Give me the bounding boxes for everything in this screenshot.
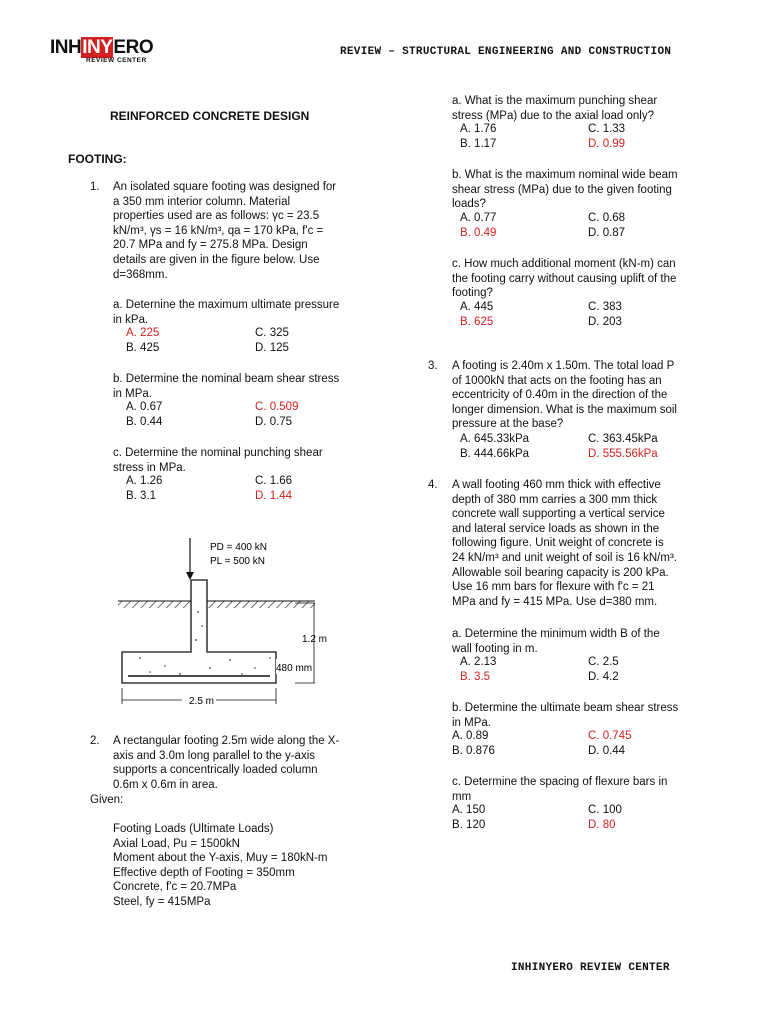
question-4a bbox=[452, 627, 660, 656]
given-line: Concrete, f'c = 20.7MPa bbox=[113, 881, 237, 894]
subquestion-text: footing? bbox=[452, 287, 493, 300]
text-line: 20.7 MPa and fy = 275.8 MPa. Design bbox=[113, 239, 308, 252]
text-line: A footing is 2.40m x 1.50m. The total load P bbox=[452, 360, 675, 372]
ground-right bbox=[207, 601, 315, 608]
depth-label: 1.2 m bbox=[302, 634, 328, 645]
option-c: C. 325 bbox=[255, 327, 289, 339]
subquestion-text: loads? bbox=[452, 198, 486, 211]
subquestion-text: shear stress (MPa) due to the given footing bbox=[452, 183, 672, 196]
subquestion-text: c. How much additional moment (kN-m) can bbox=[452, 258, 676, 270]
question-3-text bbox=[452, 359, 677, 432]
option-b: B. 3.5 bbox=[460, 671, 491, 683]
text-line: details are given in the figure below. Use bbox=[113, 253, 320, 266]
subquestion-text: a. What is the maximum punching shear bbox=[452, 95, 658, 107]
subquestion-text: the footing carry without causing uplift of the bbox=[452, 272, 677, 285]
subquestion-text: c. Determine the spacing of flexure bars in bbox=[452, 776, 668, 788]
text-line: d=368mm. bbox=[113, 268, 168, 281]
option-a: A. 150 bbox=[452, 804, 486, 816]
text-line: A rectangular footing 2.5m wide along the X- bbox=[113, 735, 340, 747]
logo-part-red: INY bbox=[82, 37, 113, 58]
given-line: Axial Load, Pu = 1500kN bbox=[113, 837, 240, 850]
option-c: C. 2.5 bbox=[588, 656, 619, 668]
given-line: Effective depth of Footing = 350mm bbox=[113, 866, 295, 879]
text-line: eccentricity of 0.40m in the direction of the bbox=[452, 389, 668, 402]
question-4-text bbox=[452, 478, 677, 609]
text-line: properties used are as follows: γc = 23.5 bbox=[113, 210, 320, 223]
width-label: 2.5 m bbox=[189, 696, 215, 707]
option-d: D. 0.99 bbox=[588, 138, 626, 150]
subquestion-text: in MPa. bbox=[452, 716, 491, 729]
subquestion-text: in kPa. bbox=[113, 313, 149, 326]
given-line: Footing Loads (Ultimate Loads) bbox=[113, 823, 274, 835]
question-2-text bbox=[113, 734, 363, 792]
text-line: of 1000kN that acts on the footing has an bbox=[452, 374, 662, 387]
logo-subtitle: REVIEW CENTER bbox=[86, 57, 147, 64]
subquestion-text: a. Determine the minimum width B of the bbox=[452, 628, 660, 640]
dead-load-label: PD = 400 kN bbox=[210, 542, 267, 553]
option-c: C. 363.45kPa bbox=[588, 433, 658, 445]
subquestion-text: mm bbox=[452, 790, 472, 803]
logo-part: ERO bbox=[113, 37, 154, 58]
question-4b bbox=[452, 701, 678, 730]
option-a: A. 0.67 bbox=[126, 401, 163, 413]
option-b: B. 120 bbox=[452, 819, 486, 831]
logo bbox=[50, 38, 176, 70]
option-c: C. 1.33 bbox=[588, 123, 626, 135]
footer-text: INHINYERO REVIEW CENTER bbox=[511, 962, 670, 974]
given-line: Steel, fy = 415MPa bbox=[113, 895, 211, 908]
option-b: B. 625 bbox=[460, 316, 494, 328]
question-1-text bbox=[113, 180, 336, 282]
option-b: B. 444.66kPa bbox=[460, 448, 530, 460]
option-c: C. 1.66 bbox=[255, 475, 293, 487]
option-a: A. 0.89 bbox=[452, 730, 489, 742]
text-line: kN/m³, γs = 16 kN/m³, qa = 170 kPa, f'c = bbox=[113, 224, 324, 237]
option-c: C. 0.745 bbox=[588, 730, 632, 742]
text-line: longer dimension. What is the maximum soil bbox=[452, 403, 677, 416]
subquestion-text: b. Determine the nominal beam shear stress bbox=[113, 373, 340, 385]
option-b: B. 0.49 bbox=[460, 227, 497, 239]
option-c: C. 100 bbox=[588, 804, 622, 816]
option-c: C. 383 bbox=[588, 301, 622, 313]
text-line: following figure. Unit weight of concrete is bbox=[452, 537, 664, 550]
text-line: pressure at the base? bbox=[452, 418, 564, 431]
text-line: Use 16 mm bars for flexure with f'c = 21 bbox=[452, 581, 655, 594]
option-a: A. 0.77 bbox=[460, 212, 497, 224]
option-a: A. 1.26 bbox=[126, 475, 163, 487]
question-2b bbox=[452, 168, 678, 212]
subquestion-text: b. Determine the ultimate beam shear stress bbox=[452, 702, 679, 714]
ground-left bbox=[118, 601, 191, 608]
option-c: C. 0.509 bbox=[255, 401, 299, 413]
text-line: supports a concentrically loaded column bbox=[113, 764, 318, 777]
option-a: A. 2.13 bbox=[460, 656, 497, 668]
option-d: D. 1.44 bbox=[255, 490, 293, 502]
text-line: depth of 380 mm carries a 300 mm thick bbox=[452, 493, 658, 506]
option-b: B. 3.1 bbox=[126, 490, 157, 502]
question-1c bbox=[113, 446, 323, 475]
option-b: B. 425 bbox=[126, 342, 160, 354]
text-line: axis and 3.0m long parallel to the y-axis bbox=[113, 749, 315, 762]
footing-figure bbox=[110, 528, 340, 713]
section-title: REINFORCED CONCRETE DESIGN bbox=[110, 109, 310, 123]
option-c: C. 0.68 bbox=[588, 212, 626, 224]
logo-part: INH bbox=[50, 37, 82, 58]
question-number: 2. bbox=[90, 735, 100, 747]
header-title: REVIEW – STRUCTURAL ENGINEERING AND CONSTRUCTION bbox=[340, 46, 672, 58]
option-d: D. 0.44 bbox=[588, 745, 626, 757]
subquestion-text: b. What is the maximum nominal wide beam bbox=[452, 169, 678, 181]
given-line: Moment about the Y-axis, Muy = 180kN-m bbox=[113, 852, 328, 865]
logo-wordmark bbox=[50, 38, 176, 57]
question-number: 4. bbox=[428, 479, 438, 491]
option-a: A. 645.33kPa bbox=[460, 433, 530, 445]
text-line: 0.6m x 0.6m in area. bbox=[113, 778, 218, 791]
option-b: B. 0.44 bbox=[126, 416, 163, 428]
option-b: B. 0.876 bbox=[452, 745, 495, 757]
text-line: concrete wall supporting a vertical service bbox=[452, 508, 665, 521]
option-d: D. 0.75 bbox=[255, 416, 293, 428]
option-d: D. 80 bbox=[588, 819, 616, 831]
option-b: B. 1.17 bbox=[460, 138, 497, 150]
subquestion-text: stress (MPa) due to the axial load only? bbox=[452, 109, 654, 122]
question-number: 1. bbox=[90, 181, 100, 193]
option-d: D. 555.56kPa bbox=[588, 448, 658, 460]
thickness-label: 480 mm bbox=[276, 663, 313, 674]
question-1a bbox=[113, 298, 339, 327]
subquestion-text: in MPa. bbox=[113, 387, 152, 400]
question-4c bbox=[452, 775, 667, 804]
text-line: An isolated square footing was designed for bbox=[113, 181, 337, 193]
text-line: MPa and fy = 415 MPa. Use d=380 mm. bbox=[452, 595, 658, 608]
option-a: A. 445 bbox=[460, 301, 494, 313]
text-line: Allowable soil bearing capacity is 200 kPa. bbox=[452, 566, 669, 579]
subquestion-text: stress in MPa. bbox=[113, 461, 186, 474]
question-number: 3. bbox=[428, 360, 438, 372]
option-a: A. 225 bbox=[126, 327, 160, 339]
text-line: 24 kN/m³ and unit weight of soil is 16 kN/m³. bbox=[452, 551, 677, 564]
text-line: a 350 mm interior column. Material bbox=[113, 195, 291, 208]
subquestion-text: wall footing in m. bbox=[452, 642, 538, 655]
option-d: D. 0.87 bbox=[588, 227, 626, 239]
subquestion-text: a. Deternine the maximum ultimate pressure bbox=[113, 299, 340, 311]
option-d: D. 4.2 bbox=[588, 671, 619, 683]
option-a: A. 1.76 bbox=[460, 123, 497, 135]
footing-section bbox=[122, 580, 276, 683]
option-d: D. 203 bbox=[588, 316, 622, 328]
live-load-label: PL = 500 kN bbox=[210, 556, 265, 567]
text-line: A wall footing 460 mm thick with effective bbox=[452, 479, 661, 491]
question-2a bbox=[452, 94, 657, 123]
subquestion-text: c. Determine the nominal punching shear bbox=[113, 447, 323, 459]
question-1b bbox=[113, 372, 339, 401]
given-label: Given: bbox=[90, 794, 124, 806]
subsection-title: FOOTING: bbox=[68, 152, 127, 166]
option-d: D. 125 bbox=[255, 342, 289, 354]
given-details bbox=[113, 822, 327, 910]
text-line: and lateral service loads as shown in the bbox=[452, 522, 660, 535]
question-2c bbox=[452, 257, 676, 301]
